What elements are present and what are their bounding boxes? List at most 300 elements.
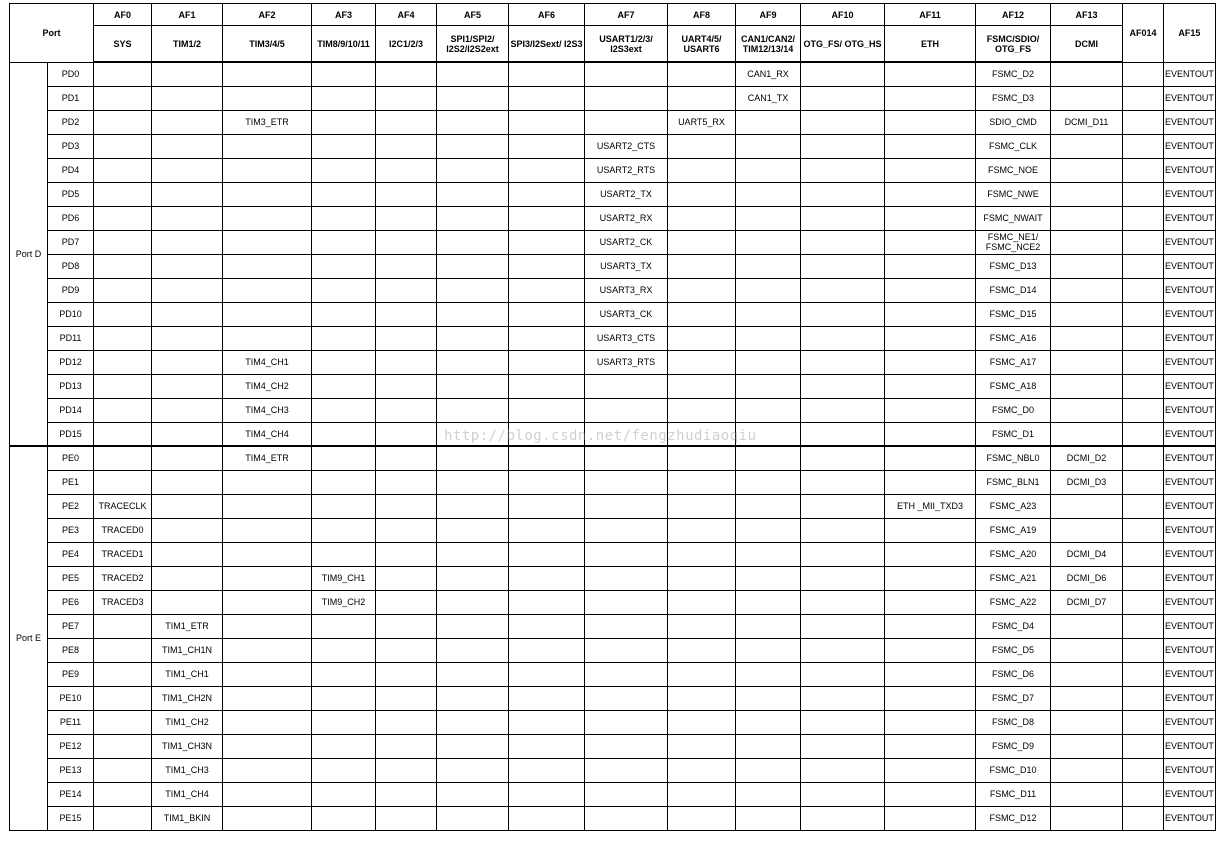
af0-cell bbox=[94, 806, 152, 830]
af9-cell bbox=[736, 638, 801, 662]
af0-cell bbox=[94, 158, 152, 182]
af5-cell bbox=[437, 806, 509, 830]
af11-cell bbox=[885, 734, 976, 758]
af9-cell bbox=[736, 806, 801, 830]
af1-cell bbox=[152, 518, 223, 542]
af13-header: AF13 bbox=[1051, 4, 1123, 26]
af15-cell: EVENTOUT bbox=[1164, 590, 1216, 614]
af2-cell bbox=[223, 158, 312, 182]
af12-cell: FSMC_NOE bbox=[976, 158, 1051, 182]
pin-name: PE2 bbox=[48, 494, 94, 518]
af4-cell bbox=[376, 806, 437, 830]
af14-cell bbox=[1123, 398, 1164, 422]
af12-cell: FSMC_A22 bbox=[976, 590, 1051, 614]
af1-cell bbox=[152, 278, 223, 302]
af7-cell bbox=[585, 86, 668, 110]
af5-cell bbox=[437, 230, 509, 254]
af5-cell bbox=[437, 422, 509, 446]
af9-cell bbox=[736, 518, 801, 542]
pin-name: PD14 bbox=[48, 398, 94, 422]
af2-cell bbox=[223, 134, 312, 158]
af9-cell bbox=[736, 350, 801, 374]
pin-row bbox=[10, 182, 1216, 206]
af3-cell bbox=[312, 158, 376, 182]
af0-cell bbox=[94, 398, 152, 422]
af1-cell bbox=[152, 86, 223, 110]
af5-cell bbox=[437, 134, 509, 158]
af8-cell bbox=[668, 566, 736, 590]
af0-cell bbox=[94, 254, 152, 278]
af7-cell bbox=[585, 110, 668, 134]
af10-cell bbox=[801, 782, 885, 806]
af4-cell bbox=[376, 566, 437, 590]
pin-name: PD7 bbox=[48, 230, 94, 254]
af9-cell bbox=[736, 326, 801, 350]
af13-cell bbox=[1051, 782, 1123, 806]
af1-cell bbox=[152, 110, 223, 134]
af11-cell bbox=[885, 758, 976, 782]
af5-cell bbox=[437, 614, 509, 638]
af7-cell: USART3_TX bbox=[585, 254, 668, 278]
af11-cell bbox=[885, 398, 976, 422]
af5-function-header: SPI1/SPI2/ I2S2/I2S2ext bbox=[437, 26, 509, 63]
af13-cell bbox=[1051, 710, 1123, 734]
af9-cell bbox=[736, 758, 801, 782]
af9-cell bbox=[736, 398, 801, 422]
af8-cell bbox=[668, 374, 736, 398]
af11-cell bbox=[885, 638, 976, 662]
af5-cell bbox=[437, 494, 509, 518]
pin-name: PD6 bbox=[48, 206, 94, 230]
af0-cell: TRACED1 bbox=[94, 542, 152, 566]
af7-cell: USART2_TX bbox=[585, 182, 668, 206]
af5-cell bbox=[437, 518, 509, 542]
af4-cell bbox=[376, 158, 437, 182]
af2-cell: TIM4_CH1 bbox=[223, 350, 312, 374]
af7-cell bbox=[585, 758, 668, 782]
af7-cell bbox=[585, 494, 668, 518]
af1-cell bbox=[152, 566, 223, 590]
port-group-label: Port D bbox=[10, 62, 48, 446]
pin-name: PE11 bbox=[48, 710, 94, 734]
af9-cell bbox=[736, 254, 801, 278]
af15-cell: EVENTOUT bbox=[1164, 374, 1216, 398]
af4-cell bbox=[376, 86, 437, 110]
af5-cell bbox=[437, 470, 509, 494]
pin-row bbox=[10, 302, 1216, 326]
af15-cell: EVENTOUT bbox=[1164, 638, 1216, 662]
af12-cell: FSMC_A23 bbox=[976, 494, 1051, 518]
pin-name: PD0 bbox=[48, 62, 94, 86]
pin-row bbox=[10, 686, 1216, 710]
af14-cell bbox=[1123, 134, 1164, 158]
af0-cell: TRACED0 bbox=[94, 518, 152, 542]
af13-cell bbox=[1051, 158, 1123, 182]
af10-cell bbox=[801, 158, 885, 182]
af12-cell: FSMC_D7 bbox=[976, 686, 1051, 710]
af3-function-header: TIM8/9/10/11 bbox=[312, 26, 376, 63]
pin-name: PD15 bbox=[48, 422, 94, 446]
af8-cell bbox=[668, 422, 736, 446]
af9-function-header: CAN1/CAN2/ TIM12/13/14 bbox=[736, 26, 801, 63]
af12-cell: FSMC_NE1/ FSMC_NCE2 bbox=[976, 230, 1051, 254]
af1-cell bbox=[152, 590, 223, 614]
af7-cell bbox=[585, 422, 668, 446]
af4-cell bbox=[376, 542, 437, 566]
af6-cell bbox=[509, 638, 585, 662]
af13-function-header: DCMI bbox=[1051, 26, 1123, 63]
af3-cell bbox=[312, 614, 376, 638]
af10-cell bbox=[801, 302, 885, 326]
pin-name: PE7 bbox=[48, 614, 94, 638]
af12-cell: FSMC_D6 bbox=[976, 662, 1051, 686]
af0-cell bbox=[94, 758, 152, 782]
af15-cell: EVENTOUT bbox=[1164, 518, 1216, 542]
af7-cell bbox=[585, 662, 668, 686]
af14-cell bbox=[1123, 206, 1164, 230]
pin-name: PD4 bbox=[48, 158, 94, 182]
af1-cell bbox=[152, 470, 223, 494]
af8-cell bbox=[668, 782, 736, 806]
af13-cell bbox=[1051, 518, 1123, 542]
af3-cell bbox=[312, 686, 376, 710]
af8-cell bbox=[668, 278, 736, 302]
af14-cell bbox=[1123, 278, 1164, 302]
af11-cell bbox=[885, 206, 976, 230]
af10-cell bbox=[801, 542, 885, 566]
af12-cell: FSMC_D11 bbox=[976, 782, 1051, 806]
af1-cell: TIM1_CH2N bbox=[152, 686, 223, 710]
af14-cell bbox=[1123, 422, 1164, 446]
af15-cell: EVENTOUT bbox=[1164, 662, 1216, 686]
af14-cell bbox=[1123, 566, 1164, 590]
af10-cell bbox=[801, 254, 885, 278]
af14-cell bbox=[1123, 110, 1164, 134]
af8-cell bbox=[668, 350, 736, 374]
af15-cell: EVENTOUT bbox=[1164, 350, 1216, 374]
af10-cell bbox=[801, 206, 885, 230]
af15-cell: EVENTOUT bbox=[1164, 302, 1216, 326]
af7-cell: USART3_CK bbox=[585, 302, 668, 326]
af2-cell bbox=[223, 686, 312, 710]
af4-cell bbox=[376, 62, 437, 86]
af3-cell bbox=[312, 302, 376, 326]
af2-cell bbox=[223, 638, 312, 662]
pin-row bbox=[10, 806, 1216, 830]
af13-cell: DCMI_D2 bbox=[1051, 446, 1123, 470]
af15-cell: EVENTOUT bbox=[1164, 182, 1216, 206]
port-column-header: Port bbox=[10, 4, 94, 63]
af13-cell bbox=[1051, 86, 1123, 110]
af10-header: AF10 bbox=[801, 4, 885, 26]
af11-cell bbox=[885, 446, 976, 470]
af11-cell bbox=[885, 614, 976, 638]
af0-cell bbox=[94, 302, 152, 326]
af13-cell bbox=[1051, 806, 1123, 830]
af5-cell bbox=[437, 590, 509, 614]
af13-cell bbox=[1051, 254, 1123, 278]
af11-cell bbox=[885, 350, 976, 374]
af14-cell bbox=[1123, 158, 1164, 182]
af3-cell bbox=[312, 710, 376, 734]
pin-row bbox=[10, 422, 1216, 446]
af11-cell bbox=[885, 254, 976, 278]
af1-header: AF1 bbox=[152, 4, 223, 26]
af11-cell bbox=[885, 134, 976, 158]
af14-cell bbox=[1123, 662, 1164, 686]
af5-cell bbox=[437, 662, 509, 686]
watermark-text: http://blog.csdn.net/fengzhudiaoqiu bbox=[444, 428, 757, 444]
pin-row bbox=[10, 110, 1216, 134]
af9-cell bbox=[736, 374, 801, 398]
af4-header: AF4 bbox=[376, 4, 437, 26]
af6-cell bbox=[509, 542, 585, 566]
af7-cell bbox=[585, 374, 668, 398]
af14-cell bbox=[1123, 782, 1164, 806]
af1-cell bbox=[152, 398, 223, 422]
af14-cell bbox=[1123, 494, 1164, 518]
af15-cell: EVENTOUT bbox=[1164, 758, 1216, 782]
af10-cell bbox=[801, 734, 885, 758]
af2-cell bbox=[223, 806, 312, 830]
af0-cell bbox=[94, 614, 152, 638]
pin-row bbox=[10, 86, 1216, 110]
pin-row bbox=[10, 350, 1216, 374]
af3-cell bbox=[312, 182, 376, 206]
af7-cell bbox=[585, 566, 668, 590]
af4-cell bbox=[376, 734, 437, 758]
af12-cell: FSMC_D4 bbox=[976, 614, 1051, 638]
af0-cell bbox=[94, 62, 152, 86]
af2-cell: TIM4_ETR bbox=[223, 446, 312, 470]
af13-cell bbox=[1051, 686, 1123, 710]
pin-name: PD1 bbox=[48, 86, 94, 110]
af6-cell bbox=[509, 662, 585, 686]
af4-cell bbox=[376, 182, 437, 206]
af6-cell bbox=[509, 374, 585, 398]
af12-cell: FSMC_D8 bbox=[976, 710, 1051, 734]
af9-cell bbox=[736, 422, 801, 446]
pin-row bbox=[10, 206, 1216, 230]
af15-cell: EVENTOUT bbox=[1164, 62, 1216, 86]
af0-function-header: SYS bbox=[94, 26, 152, 63]
af8-cell bbox=[668, 254, 736, 278]
af7-cell bbox=[585, 734, 668, 758]
af10-cell bbox=[801, 326, 885, 350]
af15-cell: EVENTOUT bbox=[1164, 422, 1216, 446]
af5-cell bbox=[437, 566, 509, 590]
af3-header: AF3 bbox=[312, 4, 376, 26]
af1-cell bbox=[152, 374, 223, 398]
af7-cell bbox=[585, 398, 668, 422]
af15-cell: EVENTOUT bbox=[1164, 326, 1216, 350]
af2-cell bbox=[223, 62, 312, 86]
af2-cell bbox=[223, 254, 312, 278]
af13-cell bbox=[1051, 62, 1123, 86]
pin-row bbox=[10, 446, 1216, 470]
af-number-header-row bbox=[10, 4, 1216, 26]
af1-cell: TIM1_BKIN bbox=[152, 806, 223, 830]
pin-row bbox=[10, 374, 1216, 398]
af3-cell bbox=[312, 494, 376, 518]
af3-cell bbox=[312, 350, 376, 374]
af9-cell bbox=[736, 230, 801, 254]
af14-cell bbox=[1123, 254, 1164, 278]
af2-cell bbox=[223, 302, 312, 326]
af12-cell: FSMC_CLK bbox=[976, 134, 1051, 158]
af6-cell bbox=[509, 494, 585, 518]
af15-cell: EVENTOUT bbox=[1164, 806, 1216, 830]
af3-cell bbox=[312, 398, 376, 422]
af9-cell bbox=[736, 566, 801, 590]
af8-cell bbox=[668, 326, 736, 350]
af5-cell bbox=[437, 158, 509, 182]
af14-cell bbox=[1123, 470, 1164, 494]
af14-cell bbox=[1123, 614, 1164, 638]
af11-cell bbox=[885, 518, 976, 542]
af8-cell bbox=[668, 470, 736, 494]
af1-cell bbox=[152, 134, 223, 158]
af2-cell bbox=[223, 542, 312, 566]
af14-cell bbox=[1123, 686, 1164, 710]
af6-cell bbox=[509, 806, 585, 830]
af5-cell bbox=[437, 542, 509, 566]
af1-cell bbox=[152, 230, 223, 254]
af2-cell bbox=[223, 758, 312, 782]
af13-cell bbox=[1051, 422, 1123, 446]
af7-cell: USART3_RX bbox=[585, 278, 668, 302]
af5-cell bbox=[437, 278, 509, 302]
af14-cell bbox=[1123, 638, 1164, 662]
af10-cell bbox=[801, 470, 885, 494]
af1-cell: TIM1_CH2 bbox=[152, 710, 223, 734]
af6-cell bbox=[509, 206, 585, 230]
af13-cell bbox=[1051, 326, 1123, 350]
af5-cell bbox=[437, 326, 509, 350]
af6-cell bbox=[509, 710, 585, 734]
af11-cell bbox=[885, 782, 976, 806]
af6-cell bbox=[509, 326, 585, 350]
af8-cell bbox=[668, 230, 736, 254]
af4-cell bbox=[376, 614, 437, 638]
pin-row bbox=[10, 254, 1216, 278]
af7-cell: USART2_CTS bbox=[585, 134, 668, 158]
af0-cell: TRACED3 bbox=[94, 590, 152, 614]
pin-name: PD3 bbox=[48, 134, 94, 158]
alternate-function-table bbox=[9, 3, 1216, 831]
af12-cell: FSMC_NBL0 bbox=[976, 446, 1051, 470]
af7-cell bbox=[585, 710, 668, 734]
af4-function-header: I2C1/2/3 bbox=[376, 26, 437, 63]
af10-cell bbox=[801, 374, 885, 398]
af8-cell bbox=[668, 518, 736, 542]
af2-cell bbox=[223, 662, 312, 686]
af10-cell bbox=[801, 710, 885, 734]
af10-cell bbox=[801, 134, 885, 158]
af15-cell: EVENTOUT bbox=[1164, 86, 1216, 110]
pin-name: PD10 bbox=[48, 302, 94, 326]
af11-cell bbox=[885, 686, 976, 710]
af11-cell bbox=[885, 662, 976, 686]
af0-cell: TRACECLK bbox=[94, 494, 152, 518]
af5-cell bbox=[437, 710, 509, 734]
af13-cell bbox=[1051, 182, 1123, 206]
pin-name: PE15 bbox=[48, 806, 94, 830]
af2-cell: TIM3_ETR bbox=[223, 110, 312, 134]
af2-cell bbox=[223, 614, 312, 638]
af0-cell bbox=[94, 206, 152, 230]
af6-function-header: SPI3/I2Sext/ I2S3 bbox=[509, 26, 585, 63]
af3-cell bbox=[312, 422, 376, 446]
af5-header: AF5 bbox=[437, 4, 509, 26]
af13-cell bbox=[1051, 662, 1123, 686]
af10-cell bbox=[801, 758, 885, 782]
af2-header: AF2 bbox=[223, 4, 312, 26]
af0-cell bbox=[94, 230, 152, 254]
pin-row bbox=[10, 158, 1216, 182]
af4-cell bbox=[376, 374, 437, 398]
af2-cell bbox=[223, 230, 312, 254]
af13-cell: DCMI_D4 bbox=[1051, 542, 1123, 566]
pin-row bbox=[10, 326, 1216, 350]
pin-row bbox=[10, 710, 1216, 734]
af6-cell bbox=[509, 734, 585, 758]
af1-cell: TIM1_CH1N bbox=[152, 638, 223, 662]
af12-cell: FSMC_A16 bbox=[976, 326, 1051, 350]
pin-name: PE8 bbox=[48, 638, 94, 662]
af2-cell: TIM4_CH2 bbox=[223, 374, 312, 398]
pin-name: PE1 bbox=[48, 470, 94, 494]
af7-cell: USART3_RTS bbox=[585, 350, 668, 374]
af12-cell: FSMC_A18 bbox=[976, 374, 1051, 398]
af5-cell bbox=[437, 302, 509, 326]
af11-function-header: ETH bbox=[885, 26, 976, 63]
af13-cell bbox=[1051, 398, 1123, 422]
af9-cell bbox=[736, 470, 801, 494]
af13-cell: DCMI_D11 bbox=[1051, 110, 1123, 134]
af2-cell: TIM4_CH3 bbox=[223, 398, 312, 422]
pin-name: PE10 bbox=[48, 686, 94, 710]
af11-cell bbox=[885, 230, 976, 254]
pin-name: PD9 bbox=[48, 278, 94, 302]
af5-cell bbox=[437, 350, 509, 374]
af7-header: AF7 bbox=[585, 4, 668, 26]
af12-cell: FSMC_D13 bbox=[976, 254, 1051, 278]
af6-cell bbox=[509, 278, 585, 302]
af14-cell bbox=[1123, 230, 1164, 254]
af5-cell bbox=[437, 734, 509, 758]
af8-cell bbox=[668, 686, 736, 710]
pin-row bbox=[10, 470, 1216, 494]
pin-name: PE0 bbox=[48, 446, 94, 470]
af4-cell bbox=[376, 254, 437, 278]
af6-cell bbox=[509, 110, 585, 134]
af6-cell bbox=[509, 158, 585, 182]
pin-name: PE6 bbox=[48, 590, 94, 614]
af4-cell bbox=[376, 278, 437, 302]
af6-cell bbox=[509, 62, 585, 86]
af3-cell bbox=[312, 62, 376, 86]
af13-cell bbox=[1051, 230, 1123, 254]
af1-cell: TIM1_ETR bbox=[152, 614, 223, 638]
af10-cell bbox=[801, 230, 885, 254]
af2-cell bbox=[223, 86, 312, 110]
af8-cell bbox=[668, 182, 736, 206]
af15-cell: EVENTOUT bbox=[1164, 782, 1216, 806]
af12-cell: FSMC_D9 bbox=[976, 734, 1051, 758]
af10-function-header: OTG_FS/ OTG_HS bbox=[801, 26, 885, 63]
af9-cell bbox=[736, 182, 801, 206]
